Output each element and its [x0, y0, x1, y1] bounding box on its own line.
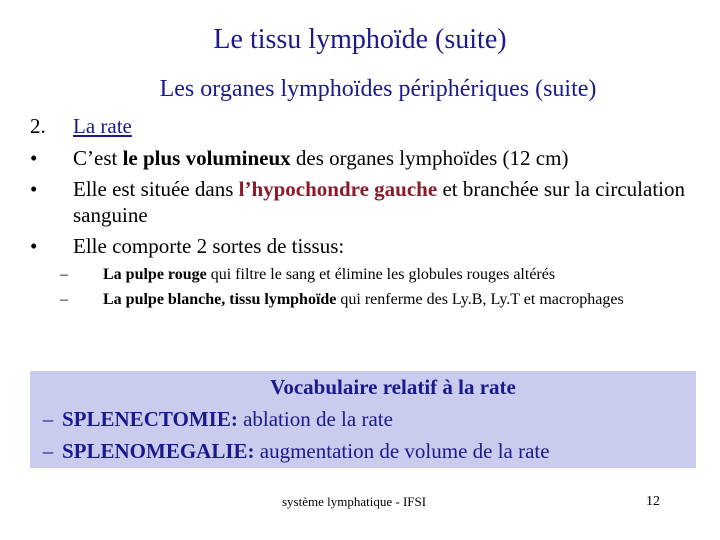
- vocabulary-item: [30, 406, 393, 432]
- sub-item-text: qui filtre le sang et élimine les globules rouges altérés: [206, 266, 556, 283]
- bullet-text-part: et branchée sur la circulation sanguine: [73, 177, 685, 227]
- bullet-text-part: Elle comporte 2 sortes de tissus:: [73, 234, 345, 258]
- sub-item-term: La pulpe rouge: [103, 266, 207, 283]
- section-number: 2.: [30, 114, 46, 138]
- sub-item-marker: –: [60, 291, 68, 308]
- vocabulary-dash: –: [42, 407, 54, 431]
- footer-text: système lymphatique - IFSI: [282, 494, 427, 509]
- vocabulary-term: SPLENOMEGALIE:: [62, 439, 255, 463]
- slide-title: Le tissu lymphoïde (suite): [213, 24, 507, 55]
- bullet-emphasis: l’hypochondre gauche: [238, 177, 438, 201]
- vocabulary-item: [30, 438, 550, 464]
- vocabulary-box: [30, 371, 696, 468]
- page-number: 12: [646, 494, 660, 509]
- bullet-marker: •: [30, 146, 38, 170]
- bullet-marker: •: [30, 234, 38, 258]
- vocabulary-term: SPLENECTOMIE:: [62, 407, 238, 431]
- bullet-text-tissues: [73, 233, 693, 259]
- bullet-text-location: [73, 176, 693, 228]
- slide-subtitle: Les organes lymphoïdes périphériques (suite): [159, 76, 597, 102]
- vocabulary-definition: ablation de la rate: [237, 407, 393, 431]
- bullet-text-part: C’est: [73, 146, 123, 170]
- bullet-marker: •: [30, 177, 38, 201]
- sub-item-text: qui renferme des Ly.B, Ly.T et macrophages: [336, 291, 624, 308]
- bullet-text-part: des organes lymphoïdes (12 cm): [290, 146, 569, 170]
- bullet-emphasis: le plus volumineux: [122, 146, 291, 170]
- sub-item-term: La pulpe blanche, tissu lymphoïde: [103, 291, 337, 308]
- bullet-text-volume: [73, 145, 693, 171]
- sub-item-white-pulp: [103, 289, 683, 311]
- vocabulary-title: Vocabulaire relatif à la rate: [270, 375, 516, 399]
- sub-item-marker: –: [60, 266, 68, 283]
- vocabulary-dash: –: [42, 439, 54, 463]
- sub-item-red-pulp: [103, 264, 683, 286]
- vocabulary-definition: augmentation de volume de la rate: [254, 439, 550, 463]
- section-heading: La rate: [73, 114, 132, 138]
- bullet-text-part: Elle est située dans: [73, 177, 239, 201]
